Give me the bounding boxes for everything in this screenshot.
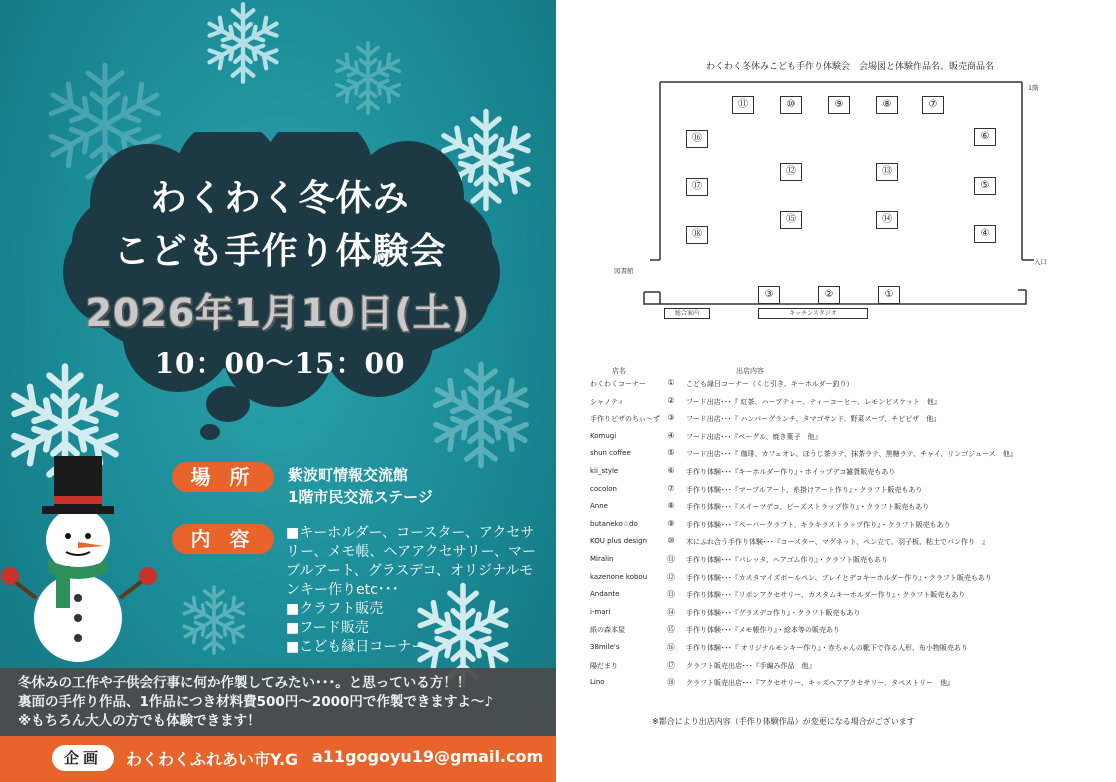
booth-8: ⑧	[876, 96, 898, 114]
shop-description: 木にふれ合う手作り体験･･･『コースター、マグネット、ペン立て、羽子板、粘土でパン作り 』	[686, 538, 990, 547]
footnote: ※都合により出店内容（手作り体験作品）が変更になる場合がございます	[652, 717, 915, 726]
booth-5: ⑤	[974, 177, 996, 195]
list-item	[590, 625, 1110, 643]
shop-name: Komugi	[590, 431, 617, 440]
list-item	[590, 608, 1110, 626]
event-flyer	[0, 0, 556, 782]
organizer-bar	[0, 736, 556, 782]
snowman-icon	[0, 448, 160, 664]
shop-name: Andante	[590, 590, 620, 599]
booth-1: ①	[878, 286, 900, 304]
header-shop: 店名	[612, 367, 626, 375]
list-item	[590, 590, 1110, 608]
shop-description: 手作り体験･･･『カスタマイズボールペン、プレイとデコキーホルダー作り』・クラフト販売もあり	[686, 573, 992, 582]
booth-10: ⑩	[780, 96, 802, 114]
shop-description: フード出店･･･『 紅茶、ハーブティー、ティーコーヒー、レモンビスケット 他』	[686, 397, 941, 406]
booth-13: ⑬	[876, 163, 898, 181]
floor-label: 1階	[1028, 84, 1039, 92]
shop-description: 手作り体験･･･『リボンアクセサリー、カスタムキーホルダー作り』・クラフト販売もあり	[686, 591, 966, 600]
shop-name: Miralin	[590, 554, 614, 563]
booth-15: ⑮	[780, 211, 802, 229]
booth-number: ⑦	[667, 483, 675, 493]
shop-description: フード出店･･･『 ハンバーグランチ、タマゴサンド、野菜スープ、チビピザ 他』	[686, 415, 941, 424]
list-item	[590, 379, 1110, 397]
list-item	[590, 449, 1110, 467]
booth-2: ②	[818, 286, 840, 304]
booth-17: ⑰	[686, 178, 708, 196]
snowflake-icon	[330, 40, 406, 116]
list-item	[590, 678, 1110, 696]
shop-description: クラフト販売出店･･･『手編み作品 他』	[686, 661, 816, 670]
place-label: 場 所	[172, 462, 274, 492]
booth-number: ⑩	[667, 536, 675, 546]
booth-number: ⑭	[667, 607, 675, 617]
booth-3: ③	[758, 286, 780, 304]
document-title: わくわく冬休みこども手作り体験会 会場図と体験作品名、販売商品名	[706, 62, 995, 72]
booth-9: ⑨	[828, 96, 850, 114]
shop-description: 手作り体験･･･『メモ帳作り』・絵本等の販売あり	[686, 626, 840, 635]
library-label: 図書館	[614, 267, 634, 275]
shop-name: kazenone kobou	[590, 572, 648, 581]
shop-name: 38mile's	[590, 642, 620, 651]
content-item: リー、メモ帳、ヘアアクセサリー、マー	[286, 544, 537, 560]
shop-name: Lino	[590, 678, 605, 687]
note-line: ※もちろん大人の方でも体験できます！	[18, 713, 261, 729]
shop-description: 手作り体験･･･『パレッタ、ヘアゴム作り』・クラフト販売もあり	[686, 555, 888, 564]
shop-description: こども縁日コーナー（くじ引き、キーホルダー釣り）	[686, 380, 854, 388]
list-item	[590, 414, 1110, 432]
shop-name: 手作りピザのちぃ～ず	[590, 415, 660, 424]
booth-number: ⑯	[667, 642, 675, 652]
content-label: 内 容	[172, 524, 274, 554]
list-item	[590, 520, 1110, 538]
booth-number: ④	[667, 430, 675, 440]
list-item	[590, 643, 1110, 661]
info-desk: 総合案内	[664, 308, 710, 319]
shop-description: 手作り体験･･･『キーホルダー作り』・ホイップデコ雑貨販売もあり	[686, 467, 896, 476]
booth-number: ⑮	[667, 625, 675, 635]
booth-number: ⑰	[667, 660, 675, 670]
event-time: 10：00～15：00	[154, 347, 406, 380]
booth-number: ⑫	[667, 572, 675, 582]
entrance-label: 入口	[1034, 258, 1047, 266]
venue-line2: 1階市民交流ステージ	[288, 488, 433, 506]
invitation-note	[0, 668, 556, 736]
shop-name: cocolon	[590, 484, 617, 493]
shop-name: シャノティ	[590, 397, 625, 406]
list-item	[590, 537, 1110, 555]
shop-description: フード出店･･･『ベーグル、焼き菓子 他』	[686, 432, 822, 441]
booth-18: ⑱	[686, 226, 708, 244]
content-item: ■クラフト販売	[286, 601, 384, 617]
content-item: ■キーホルダー、コースター、アクセサ	[286, 525, 535, 541]
organizer-email[interactable]: a11gogoyu19@gmail.com	[312, 747, 544, 766]
booth-7: ⑦	[922, 96, 944, 114]
shop-name: shun coffee	[590, 449, 631, 458]
content-item: ■フード販売	[286, 620, 369, 636]
shop-name: わくわくコーナー	[590, 380, 646, 388]
list-item	[590, 432, 1110, 450]
shop-name: 陽だまり	[590, 661, 618, 670]
snowflake-icon	[178, 584, 250, 656]
booth-number: ⑬	[667, 590, 675, 600]
kitchen-studio: キッチンスタジオ	[758, 308, 868, 319]
booth-12: ⑫	[780, 163, 802, 181]
snowflake-icon	[200, 0, 286, 86]
organizer-name: わくわくふれあい市Y.G	[126, 750, 299, 769]
shop-description: 手作り体験･･･『ペーパークラフト、キラキラストラップ作り』・クラフト販売もあり	[686, 520, 951, 529]
shop-name: 紙の森本屋	[590, 626, 625, 635]
content-item: ンキー作りetc･･･	[286, 582, 399, 598]
header-content: 出店内容	[736, 367, 764, 375]
booth-number: ⑤	[667, 448, 675, 458]
venue	[288, 464, 548, 508]
booth-number: ⑧	[667, 501, 675, 511]
shop-name: i-mari	[590, 607, 611, 616]
shop-description: フード出店･･･『 珈琲、カフェオレ、ほうじ茶ラテ、抹茶ラテ、黒糖ラテ、チャイ、リンゴジュース 他』	[686, 450, 1017, 459]
shop-name: KOU plus design	[590, 537, 647, 546]
booth-number: ⑥	[667, 465, 675, 475]
content-item: ■こども縁日コーナー	[286, 639, 426, 655]
list-item	[590, 661, 1110, 679]
booth-11: ⑪	[732, 96, 754, 114]
booth-14: ⑭	[876, 211, 898, 229]
booth-16: ⑯	[686, 130, 708, 148]
venue-line1: 紫波町情報交流館	[288, 466, 409, 484]
booth-4: ④	[974, 225, 996, 243]
booth-number: ⑨	[667, 518, 675, 528]
list-item	[590, 502, 1110, 520]
organizer-label: 企画	[52, 745, 114, 771]
list-item	[590, 467, 1110, 485]
event-date: 2026年1月10日(土)	[85, 291, 471, 335]
shop-description: 手作り体験･･･『マーブルアート、糸掛けアート作り』・クラフト販売もあり	[686, 485, 923, 494]
shop-name: kii_style	[590, 466, 619, 475]
event-title-line2: こども手作り体験会	[113, 231, 447, 272]
booth-number: ⑱	[667, 678, 675, 688]
content-list	[286, 524, 554, 657]
content-item: ブルアート、グラスデコ、オリジナルモ	[286, 563, 534, 579]
note-line: 冬休みの工作や子供会行事に何か作製してみたい･･･。と思っている方！！	[18, 675, 471, 691]
booth-number: ③	[667, 413, 675, 423]
booth-number: ①	[667, 378, 675, 387]
list-item	[590, 485, 1110, 503]
list-item	[590, 573, 1110, 591]
shop-name: Anne	[590, 502, 608, 511]
shop-description: クラフト販売出店･･･『アクセサリー、キッズヘアアクセサリー、タペストリー 他』	[686, 679, 955, 688]
event-title-line1: わくわく冬休み	[150, 178, 410, 219]
list-item	[590, 397, 1110, 415]
list-item	[590, 555, 1110, 573]
venue-document	[556, 0, 1116, 782]
shop-list	[590, 379, 1110, 696]
shop-name: butaneko☆do	[590, 519, 638, 528]
shop-description: 手作り体験･･･『 オリジナルモンキー作り』・赤ちゃんの靴下で作る人形、布小物販売あり	[686, 643, 968, 652]
booth-6: ⑥	[974, 128, 996, 146]
booth-number: ②	[667, 395, 675, 405]
note-line: 裏面の手作り作品、1作品につき材料費500円～2000円で作製できますよ～♪	[18, 694, 493, 710]
booth-number: ⑪	[667, 554, 675, 564]
shop-description: 手作り体験･･･『グラスデコ作り』・クラフト販売もあり	[686, 608, 861, 617]
shop-description: 手作り体験･･･『スイーツデコ、ビーズストラップ作り』・クラフト販売もあり	[686, 503, 930, 512]
